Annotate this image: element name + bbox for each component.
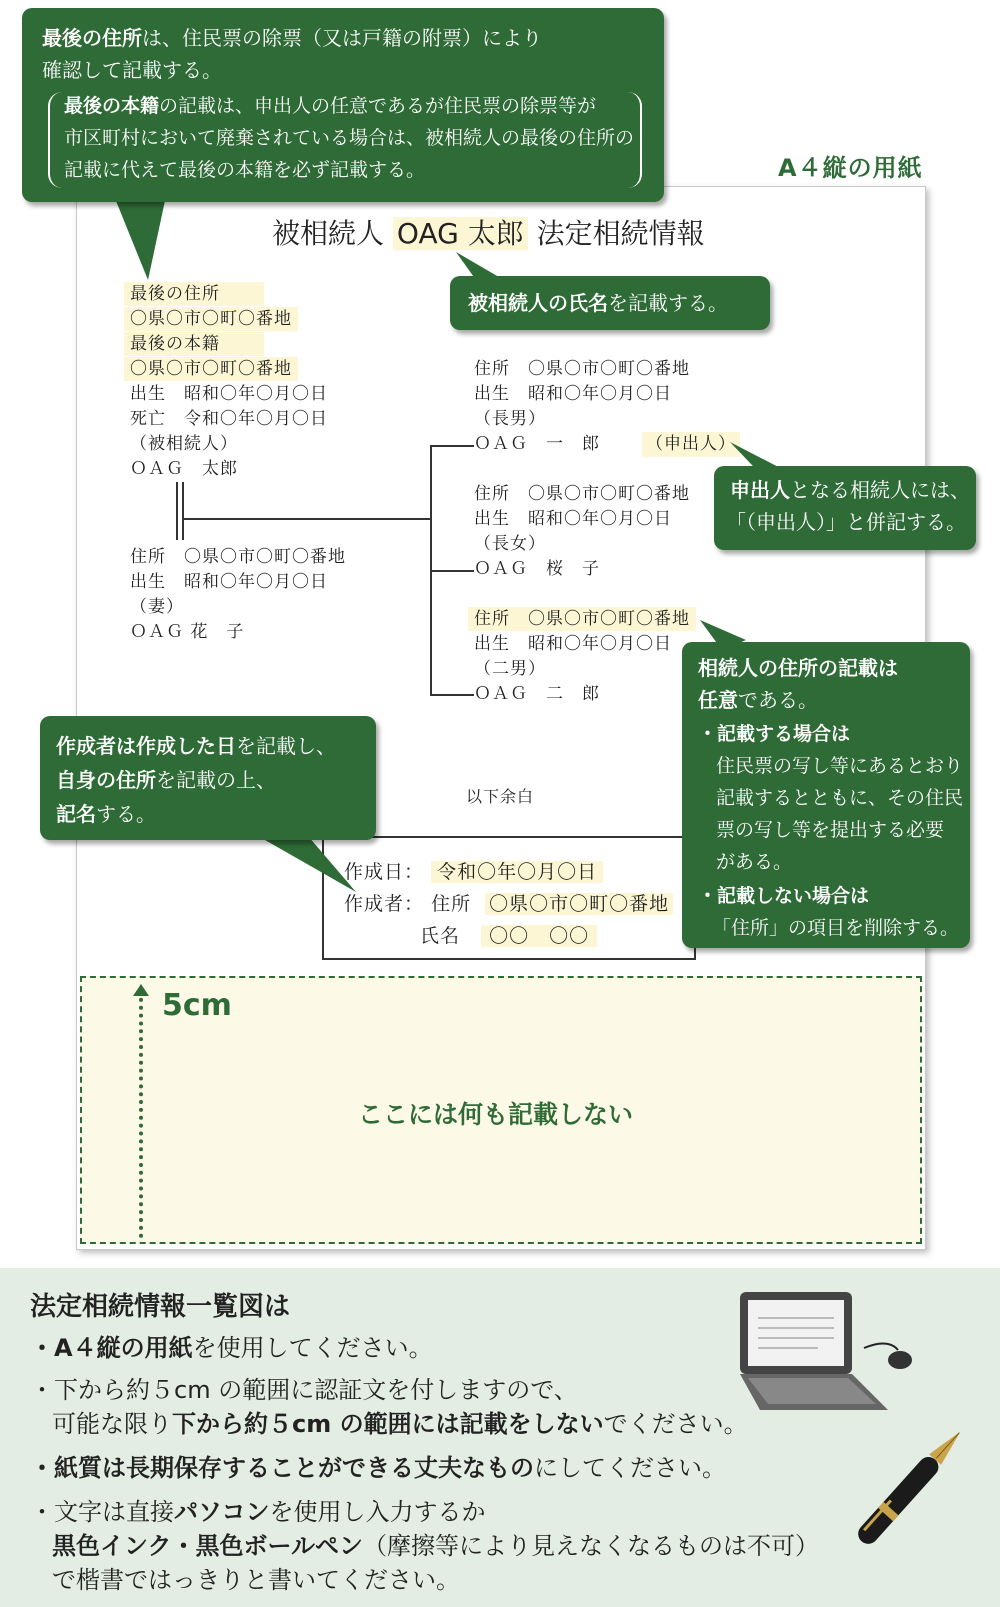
info-item-4a — [30, 1494, 486, 1530]
info-item-2b-bold: 下から約５cm の範囲には記載をしない — [172, 1410, 604, 1438]
no-entry-size: 5cm — [162, 988, 232, 1023]
name-callout-text: を記載する。 — [608, 291, 728, 315]
last-domicile-label: 最後の本籍 — [124, 332, 264, 356]
address-callout-s1a: 住民票の写し等にあるとおり — [716, 755, 964, 777]
creator-name-label: 氏名 — [420, 925, 461, 947]
child2-block — [474, 482, 690, 582]
spouse-role: （妻） — [130, 597, 184, 617]
top-callout-bold1: 最後の住所 — [42, 26, 142, 50]
child1-name: ＯＡＧ 一 郎 — [474, 434, 600, 454]
creator-address: 〇県〇市〇町〇番地 — [485, 893, 673, 915]
info-panel — [0, 1268, 1000, 1607]
decedent-block — [130, 282, 328, 482]
info-item-4b-text: （摩擦等により見えなくなるものは不可） — [363, 1532, 820, 1560]
top-callout-text1: は、住民票の除票（又は戸籍の附票）により — [142, 26, 542, 50]
info-item-4a-text2: を使用し入力するか — [269, 1498, 486, 1526]
decedent-name: ＯＡＧ 太郎 — [130, 459, 238, 479]
title-name: OAG 太郎 — [393, 217, 528, 250]
child2-branch — [430, 570, 474, 572]
spouse-birth: 出生 昭和〇年〇月〇日 — [130, 572, 328, 592]
decedent-birth: 出生 昭和〇年〇月〇日 — [130, 384, 328, 404]
creator-name: 〇〇 〇〇 — [481, 925, 597, 947]
applicant-callout-bold: 申出人 — [730, 478, 790, 502]
spouse-block — [130, 545, 346, 645]
info-item-3 — [30, 1450, 726, 1486]
spouse-address: 住所 〇県〇市〇町〇番地 — [130, 547, 346, 567]
top-callout-text4: 市区町村において廃棄されている場合は、被相続人の最後の住所の — [64, 127, 635, 149]
name-callout-bold: 被相続人の氏名 — [468, 291, 608, 315]
address-callout-h1: 相続人の住所の記載は — [698, 656, 898, 680]
creator-label: 作成者： — [344, 893, 425, 915]
child2-birth: 出生 昭和〇年〇月〇日 — [474, 509, 672, 529]
marriage-line-left — [176, 482, 178, 540]
applicant-callout-text2: 「（申出人）」と併記する。 — [726, 510, 966, 534]
creator-callout — [40, 716, 376, 840]
top-callout-text3: の記載は、申出人の任意であるが住民票の除票等が — [159, 95, 597, 117]
info-item-4c: で楷書ではっきりと書いてください。 — [52, 1566, 460, 1594]
creator-callout-tail — [258, 836, 358, 896]
child2-role: （長女） — [474, 534, 546, 554]
document-title — [272, 212, 705, 252]
child1-birth: 出生 昭和〇年〇月〇日 — [474, 384, 672, 404]
info-item-1 — [30, 1330, 433, 1366]
name-callout — [450, 276, 770, 330]
marriage-line-right — [182, 482, 184, 540]
no-entry-text: ここには何も記載しない — [358, 1100, 634, 1129]
top-callout-bold2: 最後の本籍 — [64, 95, 160, 117]
info-item-4a-text1: ・文字は直接 — [30, 1498, 174, 1526]
creator-callout-text1: を記載し、 — [236, 734, 336, 758]
child3-address: 住所 〇県〇市〇町〇番地 — [468, 607, 696, 631]
top-callout — [22, 8, 664, 202]
creator-callout-bold3: 記名 — [56, 802, 96, 826]
child3-block — [474, 607, 696, 707]
arrow-head-icon — [133, 984, 149, 996]
family-connector — [184, 518, 430, 520]
address-callout-s1: ・記載する場合は — [698, 723, 851, 745]
child1-address: 住所 〇県〇市〇町〇番地 — [474, 359, 690, 379]
info-item-4a-bold: パソコン — [174, 1498, 270, 1526]
spouse-name: ＯＡＧ 花 子 — [130, 622, 245, 642]
top-callout-text5: 記載に代えて最後の本籍を必ず記載する。 — [64, 159, 426, 181]
applicant-callout-text1: となる相続人には、 — [790, 478, 970, 502]
creator-callout-bold2: 自身の住所 — [56, 768, 156, 792]
child3-name: ＯＡＧ 二 郎 — [474, 684, 600, 704]
applicant-mark: （申出人） — [642, 432, 740, 457]
last-address: 〇県〇市〇町〇番地 — [124, 307, 298, 331]
info-item-2b-text2: でください。 — [603, 1410, 748, 1438]
info-item-1-bold: ・A４縦の用紙 — [30, 1334, 193, 1362]
info-item-3-bold: ・紙質は長期保存することができる丈夫なもの — [30, 1454, 534, 1482]
top-callout-tail — [108, 196, 168, 286]
address-callout-h2-bold: 任意 — [698, 688, 738, 712]
remainder-text: 以下余白 — [466, 787, 535, 806]
creator-address-label: 住所 — [431, 893, 472, 915]
info-item-2a: ・下から約５cm の範囲に認証文を付しますので、 — [30, 1376, 578, 1404]
creator-callout-bold1: 作成者は作成した日 — [56, 734, 236, 758]
last-domicile: 〇県〇市〇町〇番地 — [124, 357, 298, 381]
address-callout-s1b: 記載するとともに、その住民 — [716, 787, 964, 809]
last-address-label: 最後の住所 — [124, 282, 264, 306]
paper-label: A４縦の用紙 — [778, 154, 923, 182]
address-callout-s1d: がある。 — [716, 851, 793, 873]
child2-name: ＯＡＧ 桜 子 — [474, 559, 600, 579]
child3-role: （二男） — [474, 659, 546, 679]
fountain-pen-icon — [820, 1388, 990, 1598]
title-prefix: 被相続人 — [272, 217, 385, 250]
address-callout-s1c: 票の写し等を提出する必要 — [716, 819, 945, 841]
title-suffix: 法定相続情報 — [536, 217, 705, 250]
creator-block — [344, 856, 673, 952]
child3-branch — [430, 694, 474, 696]
info-item-4b — [52, 1528, 819, 1564]
applicant-callout — [714, 466, 976, 550]
child1-branch — [430, 445, 474, 447]
info-heading: 法定相続情報一覧図は — [30, 1292, 291, 1322]
child3-birth: 出生 昭和〇年〇月〇日 — [474, 634, 672, 654]
decedent-role: （被相続人） — [130, 434, 238, 454]
address-callout-s2: ・記載しない場合は — [698, 885, 870, 907]
top-callout-text2: 確認して記載する。 — [42, 58, 222, 82]
creation-date-label: 作成日： — [344, 861, 425, 883]
arrow-up-icon — [139, 990, 147, 1238]
info-item-2b-text1: 可能な限り — [52, 1410, 172, 1438]
address-callout-h2: である。 — [738, 688, 818, 712]
address-callout — [682, 642, 970, 948]
creation-date: 令和〇年〇月〇日 — [431, 861, 603, 883]
creator-callout-text3: する。 — [96, 802, 156, 826]
info-item-4b-bold: 黒色インク・黒色ボールペン — [52, 1532, 364, 1560]
child2-address: 住所 〇県〇市〇町〇番地 — [474, 484, 690, 504]
address-callout-s2a: 「住所」の項目を削除する。 — [712, 917, 960, 939]
child1-role: （長男） — [474, 409, 546, 429]
info-item-3-text: にしてください。 — [534, 1454, 726, 1482]
info-item-2b — [52, 1406, 748, 1442]
creator-callout-text2: を記載の上、 — [156, 768, 276, 792]
decedent-death: 死亡 令和〇年〇月〇日 — [130, 409, 328, 429]
info-item-1-text: を使用してください。 — [192, 1334, 433, 1362]
